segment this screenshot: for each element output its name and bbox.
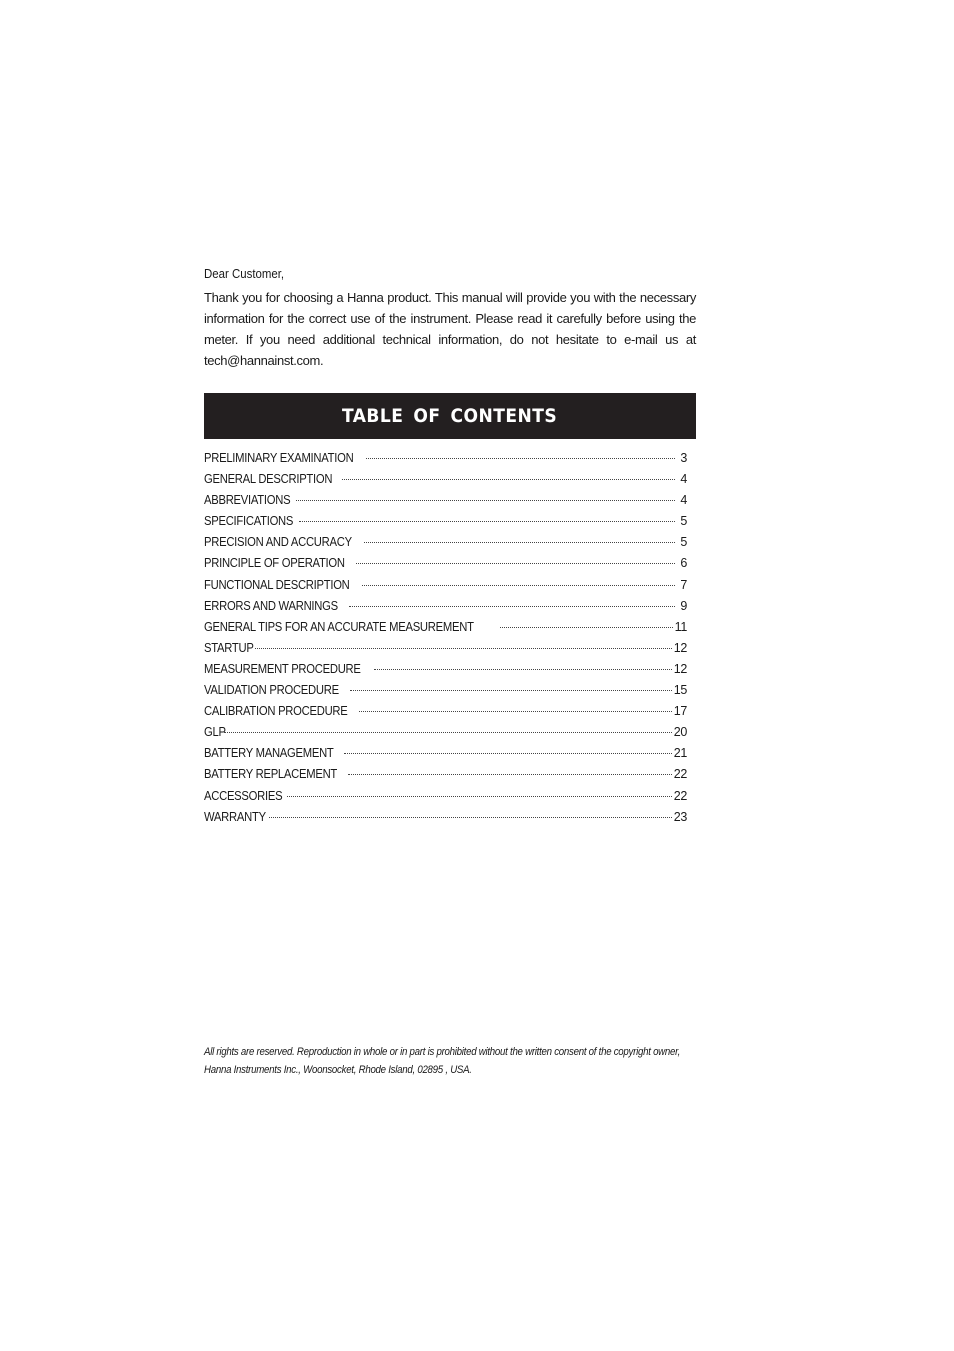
toc-entry-page: 12: [673, 661, 687, 676]
toc-entry-page: 6: [680, 556, 687, 571]
toc-dot-leader: [299, 521, 675, 522]
toc-dot-leader: [364, 542, 675, 543]
toc-entry[interactable]: [204, 743, 687, 764]
toc-entry[interactable]: [204, 786, 687, 807]
toc-entry-title: GENERAL DESCRIPTION: [204, 472, 333, 487]
toc-entry-title: BATTERY REPLACEMENT: [204, 767, 338, 782]
toc-entry-page: 21: [673, 746, 687, 761]
copyright-notice: [204, 1043, 697, 1079]
toc-entry-page: 20: [673, 725, 687, 740]
toc-entry-title: CALIBRATION PROCEDURE: [204, 704, 348, 719]
toc-dot-leader: [296, 500, 675, 501]
greeting: Dear Customer,: [204, 266, 285, 281]
toc-dot-leader: [350, 690, 672, 691]
toc-entry[interactable]: [204, 490, 687, 511]
toc-entry-page: 23: [673, 809, 687, 824]
toc-entry-title: MEASUREMENT PROCEDURE: [204, 661, 361, 676]
toc-dot-leader: [349, 606, 675, 607]
toc-heading: TABLE OF CONTENTS: [342, 405, 558, 427]
toc-entry-title: SPECIFICATIONS: [204, 514, 294, 529]
toc-entry-page: 4: [680, 472, 687, 487]
toc-list: [204, 448, 687, 828]
toc-entry-title: STARTUP: [204, 640, 254, 655]
toc-entry[interactable]: [204, 638, 687, 659]
toc-entry-page: 7: [680, 577, 687, 592]
toc-entry[interactable]: [204, 532, 687, 553]
copyright-line-1: All rights are reserved. Reproduction in whole or in part is prohibited without the written consent of the copyright owner,: [204, 1046, 681, 1058]
toc-dot-leader: [500, 627, 673, 628]
toc-entry[interactable]: [204, 680, 687, 701]
toc-entry-page: 12: [673, 640, 687, 655]
toc-entry-page: 17: [673, 704, 687, 719]
toc-entry-title: ABBREVIATIONS: [204, 493, 291, 508]
toc-entry[interactable]: [204, 807, 687, 828]
copyright-line-2: Hanna Instruments Inc., Woonsocket, Rhode Island, 02895 , USA.: [204, 1064, 472, 1076]
toc-entry-page: 3: [680, 451, 687, 465]
toc-entry[interactable]: [204, 722, 687, 743]
toc-entry[interactable]: [204, 448, 687, 469]
toc-entry-title: FUNCTIONAL DESCRIPTION: [204, 577, 350, 592]
toc-header-bar: [204, 393, 696, 439]
toc-entry-title: PRINCIPLE OF OPERATION: [204, 556, 345, 571]
toc-entry-page: 9: [680, 598, 687, 613]
toc-entry-page: 5: [680, 514, 687, 529]
toc-entry-title: PRECISION AND ACCURACY: [204, 535, 352, 550]
toc-entry[interactable]: [204, 553, 687, 574]
toc-dot-leader: [344, 753, 672, 754]
toc-entry[interactable]: [204, 701, 687, 722]
intro-paragraph: Thank you for choosing a Hanna product. This manual will provide you with the necessary information for the correct use of the instrument. Please read it carefully before using the meter. If you need additional technical information, do not hesitate to e-mail us at tech@hannainst.com.: [204, 290, 696, 368]
toc-entry[interactable]: [204, 659, 687, 680]
toc-entry[interactable]: [204, 617, 687, 638]
toc-dot-leader: [356, 563, 675, 564]
toc-entry-title: GENERAL TIPS FOR AN ACCURATE MEASUREMENT: [204, 619, 474, 634]
toc-dot-leader: [348, 774, 672, 775]
toc-dot-leader: [362, 585, 675, 586]
toc-entry-page: 4: [680, 493, 687, 508]
toc-entry-title: ACCESSORIES: [204, 788, 283, 803]
toc-dot-leader: [374, 669, 672, 670]
toc-entry[interactable]: [204, 596, 687, 617]
toc-entry-page: 5: [680, 535, 687, 550]
toc-dot-leader: [366, 458, 675, 459]
toc-entry[interactable]: [204, 511, 687, 532]
toc-entry[interactable]: [204, 469, 687, 490]
toc-dot-leader: [359, 711, 671, 712]
toc-entry-title: PRELIMINARY EXAMINATION: [204, 451, 354, 465]
toc-entry[interactable]: [204, 764, 687, 785]
toc-dot-leader: [269, 817, 672, 818]
toc-entry-page: 15: [673, 683, 687, 698]
toc-entry-page: 11: [674, 619, 687, 634]
toc-dot-leader: [224, 732, 672, 733]
manual-page: [204, 0, 696, 1351]
toc-entry-title: ERRORS AND WARNINGS: [204, 598, 338, 613]
toc-entry-title: VALIDATION PROCEDURE: [204, 683, 339, 698]
toc-entry-title: GLP: [204, 725, 226, 740]
toc-entry-title: WARRANTY: [204, 809, 266, 824]
toc-dot-leader: [287, 796, 672, 797]
toc-entry[interactable]: [204, 575, 687, 596]
toc-dot-leader: [255, 648, 672, 649]
toc-entry-page: 22: [673, 767, 687, 782]
toc-dot-leader: [342, 479, 675, 480]
toc-entry-page: 22: [673, 788, 687, 803]
toc-entry-title: BATTERY MANAGEMENT: [204, 746, 334, 761]
